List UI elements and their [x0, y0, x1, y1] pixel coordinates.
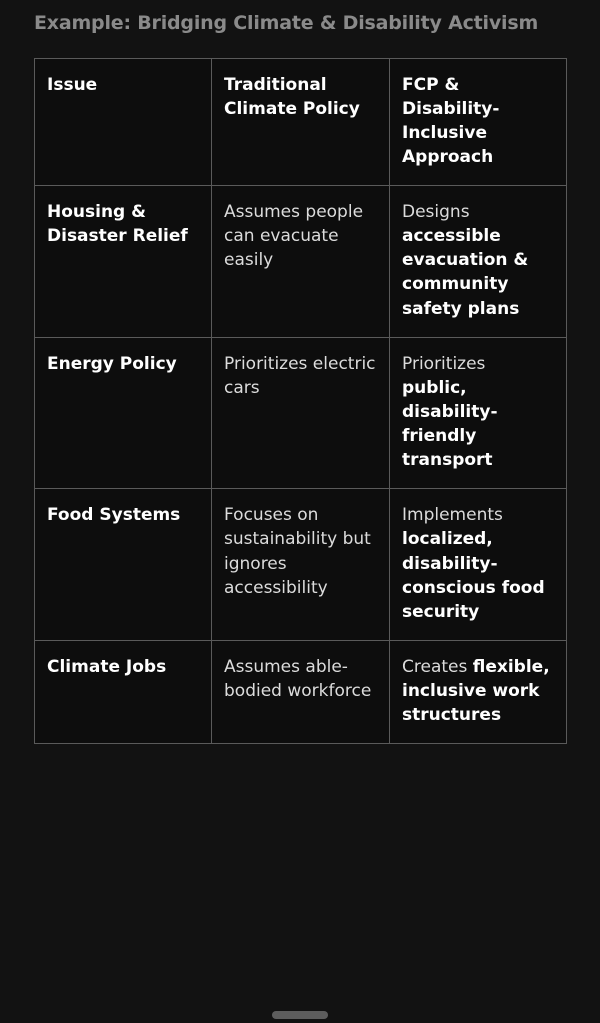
- row-label: Food Systems: [35, 489, 212, 641]
- scroll-handle[interactable]: [272, 1011, 328, 1019]
- column-header-fcp: FCP & Disability-Inclusive Approach: [390, 58, 567, 186]
- column-header-issue: Issue: [35, 58, 212, 186]
- cell-fcp: [390, 640, 567, 743]
- cell-fcp: [390, 186, 567, 338]
- cell-traditional: Assumes able-bodied workforce: [212, 640, 390, 743]
- column-header-traditional: Traditional Climate Policy: [212, 58, 390, 186]
- cell-traditional: Focuses on sustainability but ignores accessibility: [212, 489, 390, 641]
- cell-fcp: [390, 337, 567, 489]
- table-row: [35, 489, 567, 641]
- cell-fcp-emphasis: localized, disability-conscious food security: [402, 529, 545, 622]
- table-header-row: [35, 58, 567, 186]
- row-label: Energy Policy: [35, 337, 212, 489]
- cell-fcp-lead: Creates: [402, 656, 473, 677]
- cell-fcp-emphasis: accessible evacuation & community safety plans: [402, 226, 529, 319]
- cell-fcp: [390, 489, 567, 641]
- comparison-table: [34, 58, 567, 745]
- cell-traditional: Prioritizes electric cars: [212, 337, 390, 489]
- cell-fcp-lead: Designs: [402, 202, 470, 223]
- cell-fcp-lead: Prioritizes: [402, 353, 486, 374]
- cell-traditional: Assumes people can evacuate easily: [212, 186, 390, 338]
- table-row: [35, 337, 567, 489]
- comparison-table-wrapper: [34, 58, 566, 745]
- table-row: [35, 186, 567, 338]
- row-label: Climate Jobs: [35, 640, 212, 743]
- row-label: Housing & Disaster Relief: [35, 186, 212, 338]
- page-title: Example: Bridging Climate & Disability Activism: [34, 12, 539, 34]
- cell-fcp-emphasis: public, disability-friendly transport: [402, 377, 498, 471]
- cell-fcp-emphasis: flexible, inclusive work structures: [402, 656, 550, 726]
- table-row: [35, 640, 567, 743]
- cell-fcp-lead: Implements: [402, 505, 503, 526]
